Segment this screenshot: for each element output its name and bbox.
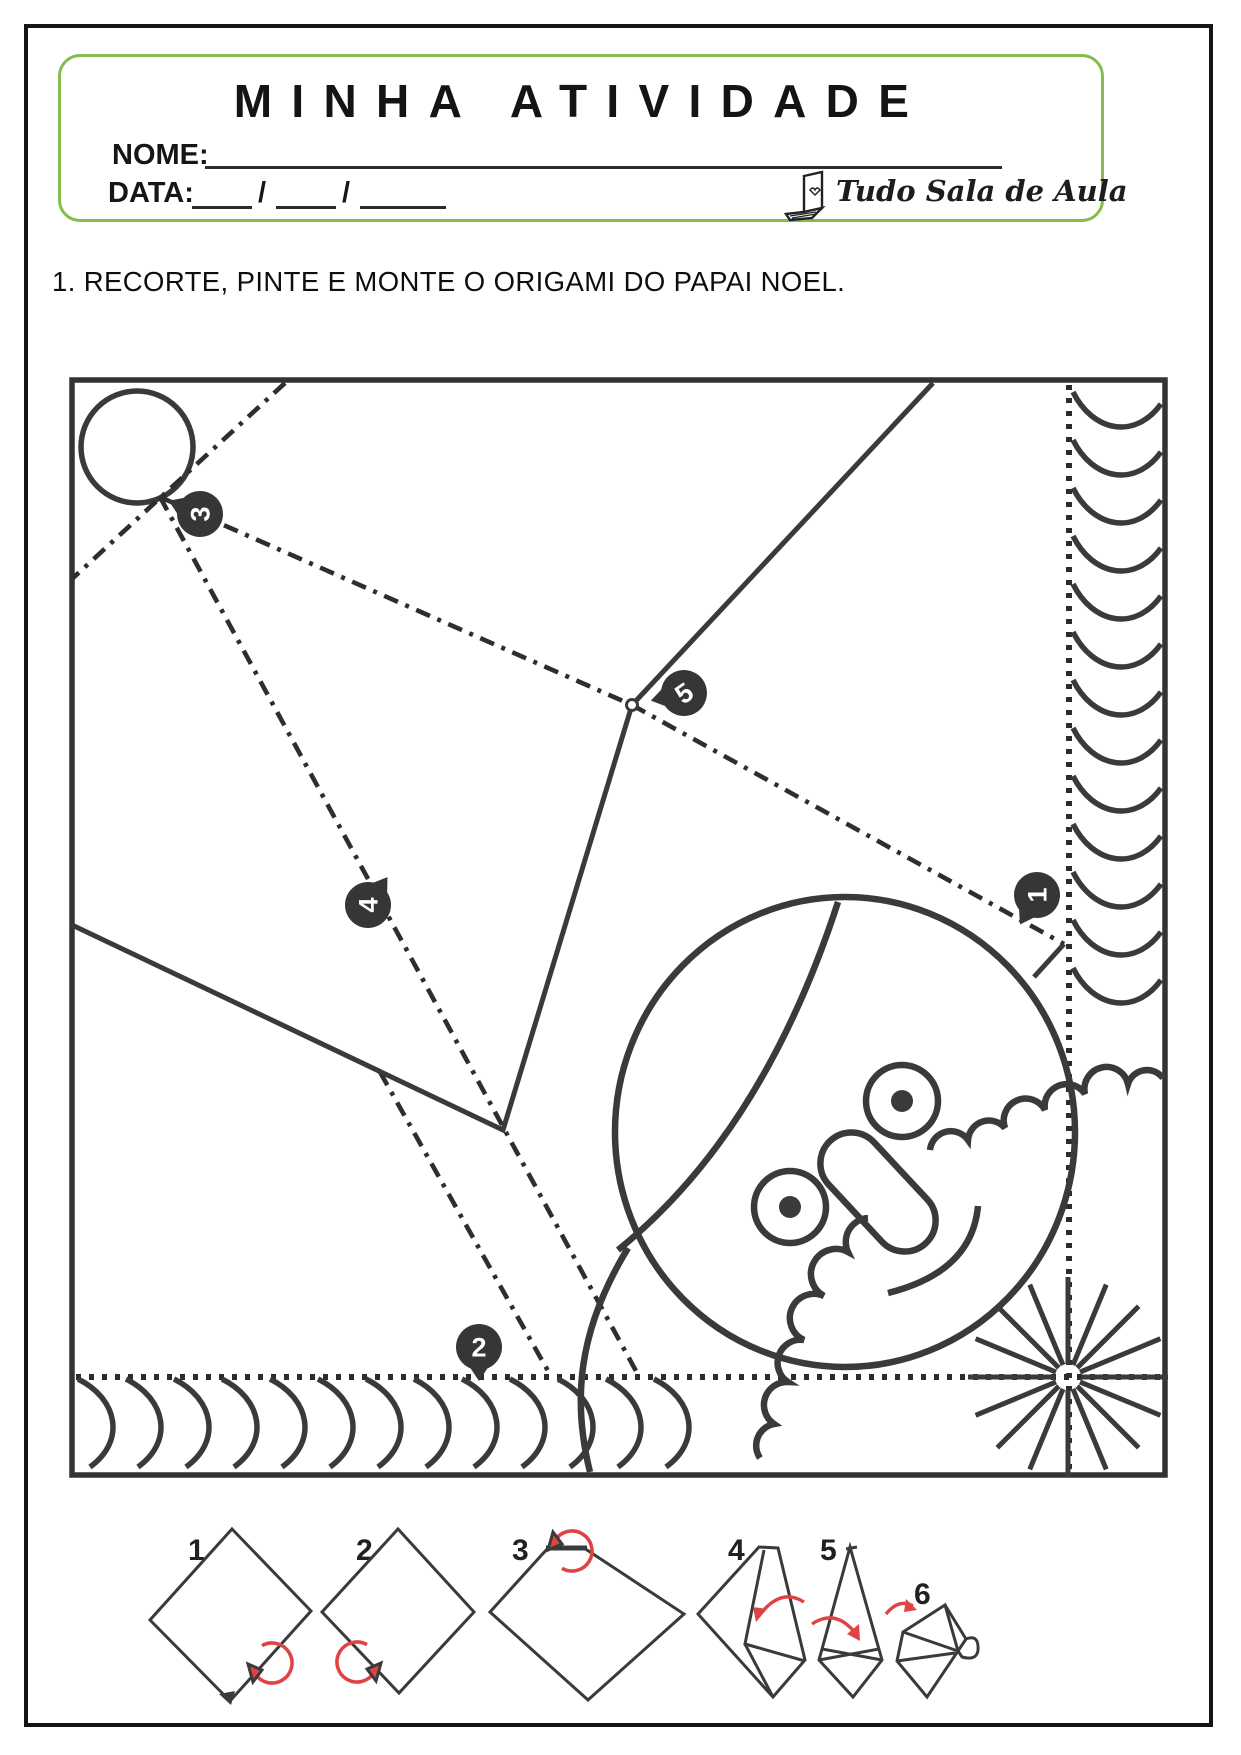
eye-right-pupil [891,1090,913,1112]
step-1 [150,1529,311,1705]
fold-arrow-icon [762,1597,804,1612]
step-4-label: 4 [728,1534,745,1567]
task-instruction: 1. RECORTE, PINTE E MONTE O ORIGAMI DO PAPAI NOEL. [52,266,846,297]
fold-steps [150,1529,978,1705]
marker-1-label: 1 [1022,887,1053,903]
fringe-bottom [78,1379,689,1467]
rotate-arrow-icon [548,1531,592,1571]
step-2-label: 2 [356,1534,373,1567]
fold-arrow-icon [812,1618,856,1634]
logo-text: Tudo Sala de Aula [836,174,1128,208]
face-bottom-arc [581,1248,628,1472]
marker-4-label: 4 [353,897,384,913]
marker-3-label: 3 [185,506,216,522]
date-label: DATA: [108,177,194,209]
step-4 [698,1534,805,1697]
eye-left-pupil [779,1196,801,1218]
vertex-dot [627,700,638,711]
beard-scallops-top [930,1067,1163,1150]
step-3 [490,1531,684,1700]
markers [160,480,1069,1381]
fold-arrowhead [753,1607,767,1622]
step-6-label: 6 [914,1578,931,1611]
step-1-label: 1 [188,1534,205,1567]
beard-scallops-left [756,1218,868,1458]
name-label: NOME: [112,139,209,171]
rotate-arrow-icon [337,1642,381,1682]
date-slash-2: / [342,177,351,209]
step-2 [322,1529,474,1693]
rotate-arrow-icon [248,1643,292,1683]
fold-line-d [380,1072,548,1371]
cut-template [72,380,1168,1477]
marker-5-label: 5 [669,676,700,711]
nose [808,1120,949,1265]
fringe-right [1073,392,1161,1003]
step-3-label: 3 [512,1534,529,1567]
page-title: MINHA ATIVIDADE [233,75,929,127]
marker-2-label: 2 [471,1332,487,1363]
ridge-lines [72,383,1064,1130]
step-5-label: 5 [820,1534,837,1567]
fold-end-tick [1034,944,1064,977]
fold-line-b [160,497,1064,944]
date-slash-1: / [258,177,267,209]
step-6 [886,1578,978,1697]
step-5 [812,1534,882,1697]
